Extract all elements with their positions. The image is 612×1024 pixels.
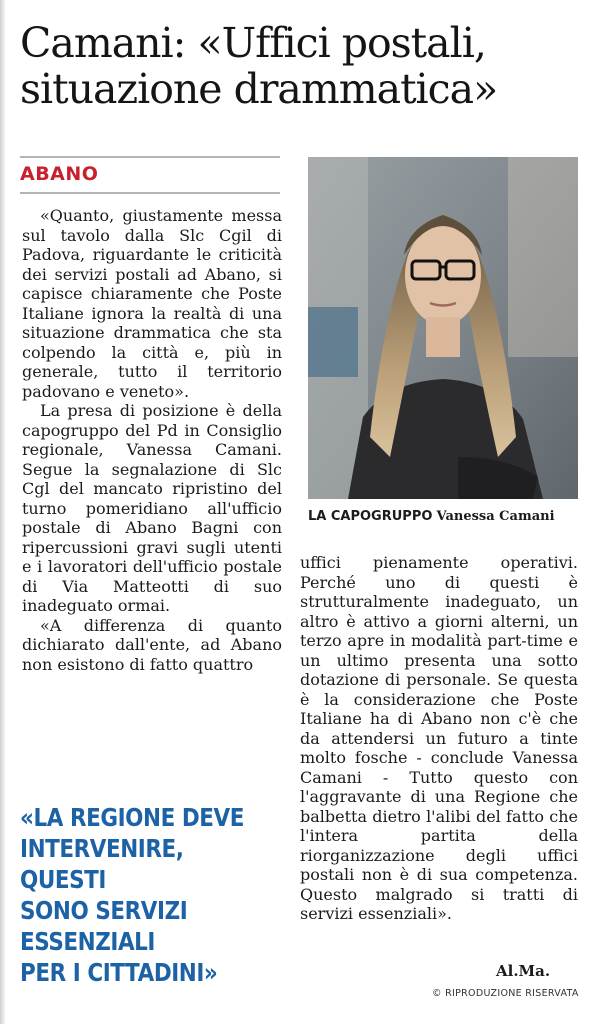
- paragraph-2: La presa di posizione è della capogruppo del Pd in Consiglio regionale, Vanessa Camani. Segue la segnalazione di Slc Cgl del mancato ripristino del turno pomeridiano all'ufficio postale di Abano Bagni con ripercussioni gravi sugli utenti e i lavoratori dell'ufficio postale di Via Matteotti di suo inadeguato ormai.: [22, 401, 282, 615]
- author-signature: Al.Ma.: [496, 962, 551, 980]
- caption-name: Vanessa Camani: [436, 509, 555, 524]
- article-column-right: [300, 553, 578, 924]
- kicker-rule-top: [20, 156, 280, 158]
- headline: [20, 20, 600, 112]
- kicker: ABANO: [20, 163, 99, 185]
- pull-quote-line-3: QUESTI: [20, 865, 106, 894]
- headline-line-1: Camani: «Uffici postali,: [20, 19, 486, 67]
- headline-line-2: situazione drammatica»: [20, 65, 498, 113]
- portrait-photo: [308, 157, 578, 499]
- pull-quote-line-1: «LA REGIONE DEVE: [20, 803, 245, 832]
- article-column-left: [22, 206, 282, 674]
- pull-quote: [20, 802, 252, 988]
- pull-quote-line-4: SONO SERVIZI: [20, 896, 188, 925]
- pull-quote-line-6: PER I CITTADINI»: [20, 958, 218, 987]
- paragraph-3: «A differenza di quanto dichiarato dall'ente, ad Abano non esistono di fatto quattro: [22, 615, 282, 674]
- copyright-notice: © RIPRODUZIONE RISERVATA: [432, 988, 579, 999]
- paragraph-4: uffici pienamente operativi. Perché uno di questi è strutturalmente inadeguato, un altro è attivo a giorni alterni, un terzo apre in modalità part-time e un ultimo presenta una sotto dotazione di personale. Se questa è la considerazione che Poste Italiane ha di Abano non c'è che da attendersi un futuro a tinte molto fosche - conclude Vanessa Camani - Tutto questo con l'aggravante di una Regione che balbetta dietro l'alibi del fatto che l'intera partita della riorganizzazione degli uffici postali non è di sua competenza. Questo malgrado si tratti di servizi essenziali».: [300, 553, 578, 923]
- pull-quote-line-2: INTERVENIRE,: [20, 834, 184, 863]
- pull-quote-line-5: ESSENZIALI: [20, 927, 156, 956]
- kicker-rule-bottom: [20, 192, 280, 194]
- page-edge-shadow: [0, 0, 6, 1024]
- caption-tag: LA CAPOGRUPPO: [308, 509, 433, 524]
- portrait-illustration: [308, 157, 578, 499]
- paragraph-1: «Quanto, giustamente messa sul tavolo dalla Slc Cgil di Padova, riguardante le criticità dei servizi postali ad Abano, si capisce chiaramente che Poste Italiane ignora la realtà di una situazione drammatica che sta colpendo la città e, più in generale, tutto il territorio padovano e veneto».: [22, 206, 282, 401]
- photo-caption: [308, 508, 578, 526]
